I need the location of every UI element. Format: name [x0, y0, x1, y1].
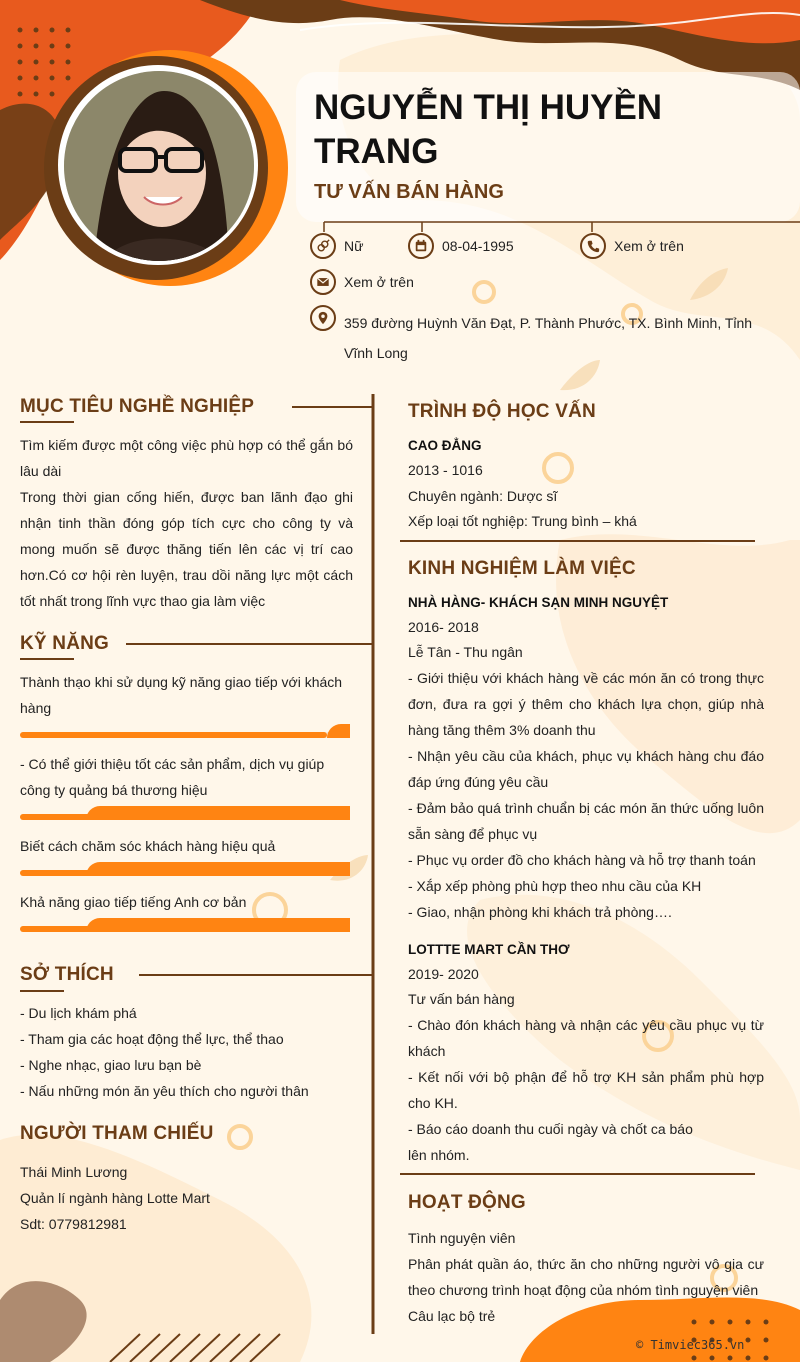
- objective-long: Trong thời gian cống hiến, được ban lãnh đạo ghi nhận tinh thần đóng góp tích cực cho công ty và mong muốn sẽ được thăng tiến lên các vị trí cao hơn.Có cơ hội rèn luyện, trau dồi năng lực một cách tốt nhất trong lĩnh vực thao gia làm việc: [20, 489, 353, 609]
- skills-underline: [20, 658, 74, 660]
- gender-value: Nữ: [344, 238, 364, 254]
- job-duty: - Giới thiệu với khách hàng về các món ăn có trong thực đơn, đưa ra gợi ý thêm cho khách lựa chọn, giúp nhà hàng tăng thêm 3% doanh thu: [408, 670, 764, 738]
- skill-item: Thành thạo khi sử dụng kỹ năng giao tiếp với khách hàng: [20, 674, 343, 716]
- skill-level-bar: [20, 918, 350, 932]
- reference-phone: Sdt: 0779812981: [20, 1216, 127, 1232]
- job-duty: - Xắp xếp phòng phù hợp theo nhu cầu của KH: [408, 878, 702, 894]
- job-years: 2019- 2020: [408, 966, 479, 982]
- job-role: Tư vấn bán hàng: [408, 991, 515, 1007]
- objective-connector: [292, 406, 373, 408]
- portrait-photo-icon: [64, 71, 254, 261]
- job-duty: - Đảm bảo quá trình chuẩn bị các món ăn thức uống luôn sẵn sàng để phục vụ: [408, 800, 764, 842]
- job-duty: - Báo cáo doanh thu cuối ngày và chốt ca báo: [408, 1121, 693, 1137]
- job-role: Lễ Tân - Thu ngân: [408, 644, 523, 660]
- contact-address: [310, 305, 344, 331]
- skills-connector: [126, 643, 373, 645]
- experience-divider: [400, 1173, 755, 1175]
- education-divider: [400, 540, 755, 542]
- gender-icon: [310, 233, 336, 259]
- footer-credit: © Timviec365.vn: [636, 1338, 745, 1352]
- activity-club: Câu lạc bộ trẻ: [408, 1308, 496, 1324]
- job-duty: lên nhóm.: [408, 1147, 470, 1163]
- hobbies-underline: [20, 990, 64, 992]
- education-grade: Xếp loại tốt nghiệp: Trung bình – khá: [408, 513, 637, 529]
- objective-underline: [20, 421, 74, 423]
- objective-short: Tìm kiếm được một công việc phù hợp có thể gắn bó lâu dài: [20, 437, 353, 479]
- education-title: TRÌNH ĐỘ HỌC VẤN: [408, 401, 596, 422]
- hobby-item: - Nấu những món ăn yêu thích cho người thân: [20, 1083, 309, 1099]
- job-duty: - Chào đón khách hàng và nhận các yêu cầu phục vụ từ khách: [408, 1017, 764, 1059]
- experience-title: KINH NGHIỆM LÀM VIỆC: [408, 558, 636, 579]
- candidate-name: NGUYỄN THỊ HUYỀN TRANG: [314, 88, 663, 171]
- email-value: Xem ở trên: [344, 274, 414, 290]
- skill-level-bar: [20, 862, 350, 876]
- education-school: CAO ĐẲNG: [408, 438, 482, 453]
- hobby-item: - Tham gia các hoạt động thể lực, thể thao: [20, 1031, 284, 1047]
- job-duty: - Nhận yêu cầu của khách, phục vụ khách hàng chu đáo đáp ứng đúng yêu cầu: [408, 748, 764, 790]
- job-company: NHÀ HÀNG- KHÁCH SẠN MINH NGUYỆT: [408, 595, 669, 610]
- phone-value: Xem ở trên: [614, 238, 684, 254]
- hobbies-connector: [139, 974, 373, 976]
- calendar-icon: [408, 233, 434, 259]
- job-position: TƯ VẤN BÁN HÀNG: [314, 181, 504, 203]
- education-major: Chuyên ngành: Dược sĩ: [408, 488, 558, 504]
- location-pin-icon: [310, 305, 336, 331]
- hobbies-title: SỞ THÍCH: [20, 964, 114, 985]
- phone-icon: [580, 233, 606, 259]
- skill-item: Biết cách chăm sóc khách hàng hiệu quả: [20, 838, 276, 854]
- contact-phone: [580, 233, 684, 259]
- skill-item: - Có thể giới thiệu tốt các sản phẩm, dịch vụ giúp công ty quảng bá thương hiệu: [20, 756, 325, 798]
- activities-title: HOẠT ĐỘNG: [408, 1192, 526, 1213]
- job-duty: - Kết nối với bộ phận để hỗ trợ KH sản phẩm phù hợp cho KH.: [408, 1069, 764, 1111]
- contact-gender: [310, 233, 363, 259]
- address-value: 359 đường Huỳnh Văn Đạt, P. Thành Phước, TX. Bình Minh, Tỉnh Vĩnh Long: [344, 315, 753, 361]
- skill-level-bar: [20, 724, 350, 738]
- job-company: LOTTTE MART CẦN THƠ: [408, 942, 570, 957]
- job-duty: - Phục vụ order đồ cho khách hàng và hỗ trợ thanh toán: [408, 852, 756, 868]
- envelope-icon: [310, 269, 336, 295]
- job-years: 2016- 2018: [408, 619, 479, 635]
- avatar: [64, 71, 254, 261]
- education-years: 2013 - 1016: [408, 462, 483, 478]
- skill-level-bar: [20, 806, 350, 820]
- hobby-item: - Du lịch khám phá: [20, 1005, 137, 1021]
- objective-title: MỤC TIÊU NGHỀ NGHIỆP: [20, 396, 255, 417]
- activity-description: Phân phát quần áo, thức ăn cho những người vô gia cư theo chương trình hoạt động của nhóm tình nguyện viên: [408, 1256, 764, 1298]
- reference-title: Quản lí ngành hàng Lotte Mart: [20, 1190, 210, 1206]
- activity-name: Tình nguyện viên: [408, 1230, 516, 1246]
- dob-value: 08-04-1995: [442, 238, 514, 254]
- skill-item: Khả năng giao tiếp tiếng Anh cơ bản: [20, 894, 247, 910]
- job-duty: - Giao, nhận phòng khi khách trả phòng….: [408, 904, 672, 920]
- contact-dob: [408, 233, 514, 259]
- hobby-item: - Nghe nhạc, giao lưu bạn bè: [20, 1057, 202, 1073]
- references-title: NGƯỜI THAM CHIẾU: [20, 1123, 214, 1144]
- contact-email: [310, 269, 414, 295]
- reference-name: Thái Minh Lương: [20, 1164, 128, 1180]
- skills-title: KỸ NĂNG: [20, 633, 110, 654]
